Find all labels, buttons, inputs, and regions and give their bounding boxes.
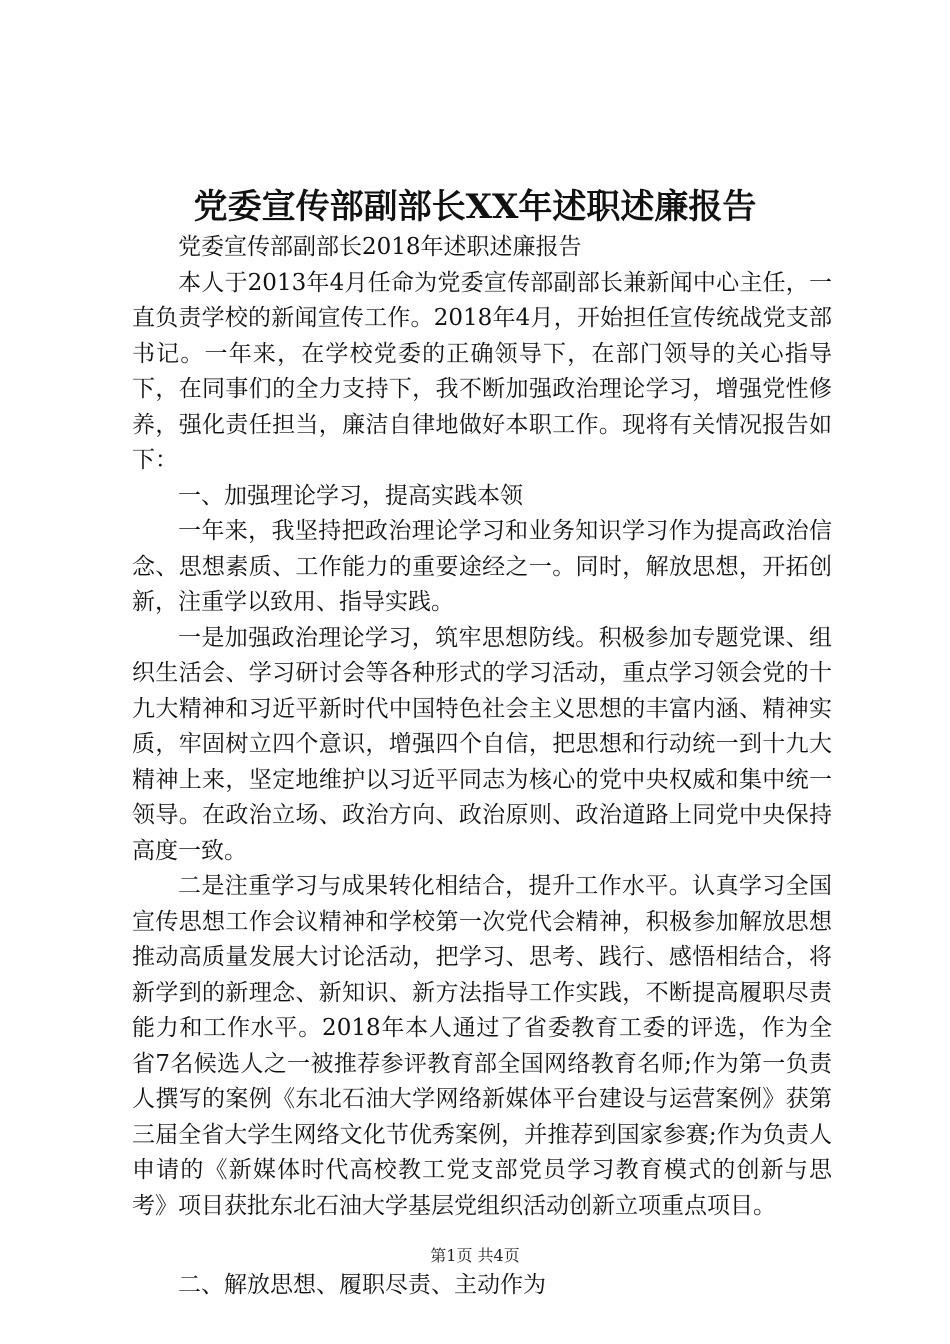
section-1-paragraph-2: 一是加强政治理论学习，筑牢思想防线。积极参加专题党课、组织生活会、学习研讨会等各种形式的学习活动，重点学习领会党的十九大精神和习近平新时代中国特色社会主义思想的丰富内涵、精神实质，牢固树立四个意识，增强四个自信，把思想和行动统一到十九大精神上来，坚定地维护以习近平同志为核心的党中央权威和集中统一领导。在政治立场、政治方向、政治原则、政治道路上同党中央保持高度一致。 (132, 624, 832, 864)
document-body (132, 230, 832, 1304)
section-2-heading: 二、解放思想、履职尽责、主动作为 (178, 1272, 546, 1298)
section-1-heading: 一、加强理论学习，提高实践本领 (178, 482, 523, 509)
document-title: 党委宣传部副部长XX年述职述廉报告 (193, 187, 757, 227)
subtitle-line: 党委宣传部副部长2018年述职述廉报告 (178, 234, 582, 260)
intro-paragraph: 本人于2013年4月任命为党委宣传部副部长兼新闻中心主任，一直负责学校的新闻宣传工作。2018年4月，开始担任宣传统战党支部书记。一年来，在学校党委的正确领导下，在部门领导的关心指导下，在同事们的全力支持下，我不断加强政治理论学习，增强党性修养，强化责任担当，廉洁自律地做好本职工作。现将有关情况报告如下： (132, 269, 832, 473)
page-footer: 第1页 共4页 (430, 1246, 520, 1265)
section-1-paragraph-1: 一年来，我坚持把政治理论学习和业务知识学习作为提高政治信念、思想素质、工作能力的重要途经之一。同时，解放思想，开拓创新，注重学以致用、指导实践。 (132, 518, 832, 615)
section-1-paragraph-3: 二是注重学习与成果转化相结合，提升工作水平。认真学习全国宣传思想工作会议精神和学校第一次党代会精神，积极参加解放思想推动高质量发展大讨论活动，把学习、思考、践行、感悟相结合，将新学到的新理念、新知识、新方法指导工作实践，不断提高履职尽责能力和工作水平。2018年本人通过了省委教育工委的评选，作为全省7名候选人之一被推荐参评教育部全国网络教育名师;作为第一负责人撰写的案例《东北石油大学网络新媒体平台建设与运营案例》获第三届全省大学生网络文化节优秀案例，并推荐到国家参赛;作为负责人申请的《新媒体时代高校教工党支部党员学习教育模式的创新与思考》项目获批东北石油大学基层党组织活动创新立项重点项目。 (132, 873, 832, 1219)
